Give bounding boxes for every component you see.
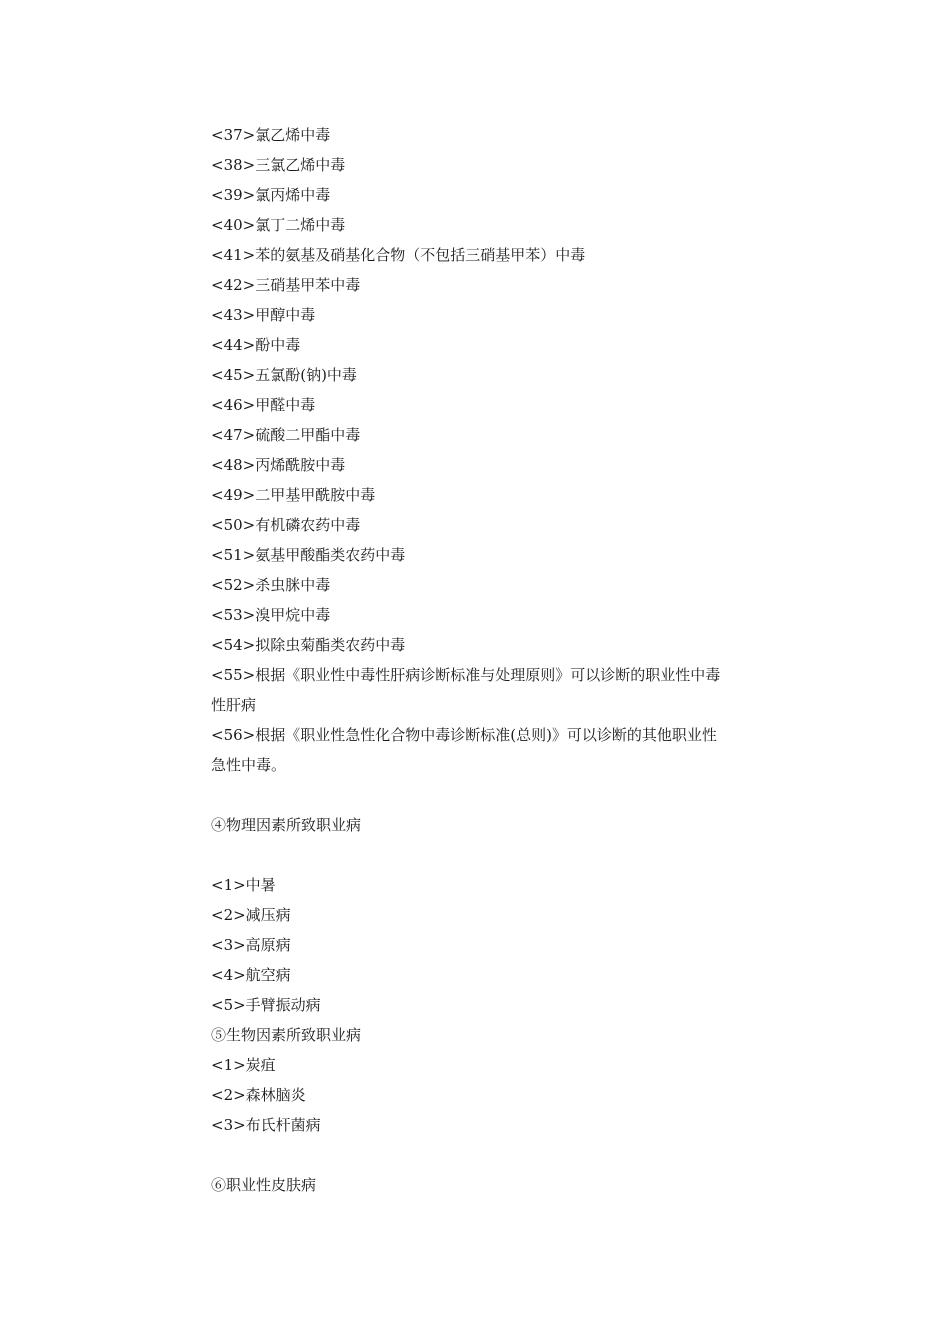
- section-heading-biological: ⑤生物因素所致职业病: [211, 1026, 362, 1044]
- list-item: <54>拟除虫菊酯类农药中毒: [211, 636, 406, 654]
- list-item-55-line-2: 性肝病: [211, 696, 257, 714]
- list-item: <53>溴甲烷中毒: [211, 606, 331, 624]
- list-item: <38>三氯乙烯中毒: [211, 156, 346, 174]
- spacer: [211, 840, 751, 870]
- list-item: <43>甲醇中毒: [211, 306, 316, 324]
- list-item: <48>丙烯酰胺中毒: [211, 456, 346, 474]
- list-item: <4>航空病: [211, 966, 291, 984]
- list-item: <1>中暑: [211, 876, 276, 894]
- list-item-56-line-2: 急性中毒。: [211, 756, 287, 774]
- list-item: <42>三硝基甲苯中毒: [211, 276, 361, 294]
- list-item: <3>高原病: [211, 936, 291, 954]
- spacer: [211, 1140, 751, 1170]
- list-item: <37>氯乙烯中毒: [211, 126, 331, 144]
- list-item: <41>苯的氨基及硝基化合物（不包括三硝基甲苯）中毒: [211, 246, 586, 264]
- list-item: <47>硫酸二甲酯中毒: [211, 426, 361, 444]
- list-item-56-line-1: <56>根据《职业性急性化合物中毒诊断标准(总则)》可以诊断的其他职业性: [211, 726, 717, 744]
- list-item: <44>酚中毒: [211, 336, 301, 354]
- list-item: <50>有机磷农药中毒: [211, 516, 361, 534]
- list-item: <40>氯丁二烯中毒: [211, 216, 346, 234]
- section-heading-physical: ④物理因素所致职业病: [211, 816, 362, 834]
- document-body: [211, 120, 751, 1200]
- list-item: <45>五氯酚(钠)中毒: [211, 366, 357, 384]
- section-heading-skin: ⑥职业性皮肤病: [211, 1176, 317, 1194]
- list-item: <51>氨基甲酸酯类农药中毒: [211, 546, 406, 564]
- list-item: <39>氯丙烯中毒: [211, 186, 331, 204]
- list-item: <5>手臂振动病: [211, 996, 321, 1014]
- list-item: <3>布氏杆菌病: [211, 1116, 321, 1134]
- list-item: <46>甲醛中毒: [211, 396, 316, 414]
- list-item: <2>减压病: [211, 906, 291, 924]
- list-item: <49>二甲基甲酰胺中毒: [211, 486, 376, 504]
- spacer: [211, 780, 751, 810]
- list-item: <1>炭疽: [211, 1056, 276, 1074]
- list-item: <52>杀虫脒中毒: [211, 576, 331, 594]
- list-item-55-line-1: <55>根据《职业性中毒性肝病诊断标准与处理原则》可以诊断的职业性中毒: [211, 666, 721, 684]
- list-item: <2>森林脑炎: [211, 1086, 306, 1104]
